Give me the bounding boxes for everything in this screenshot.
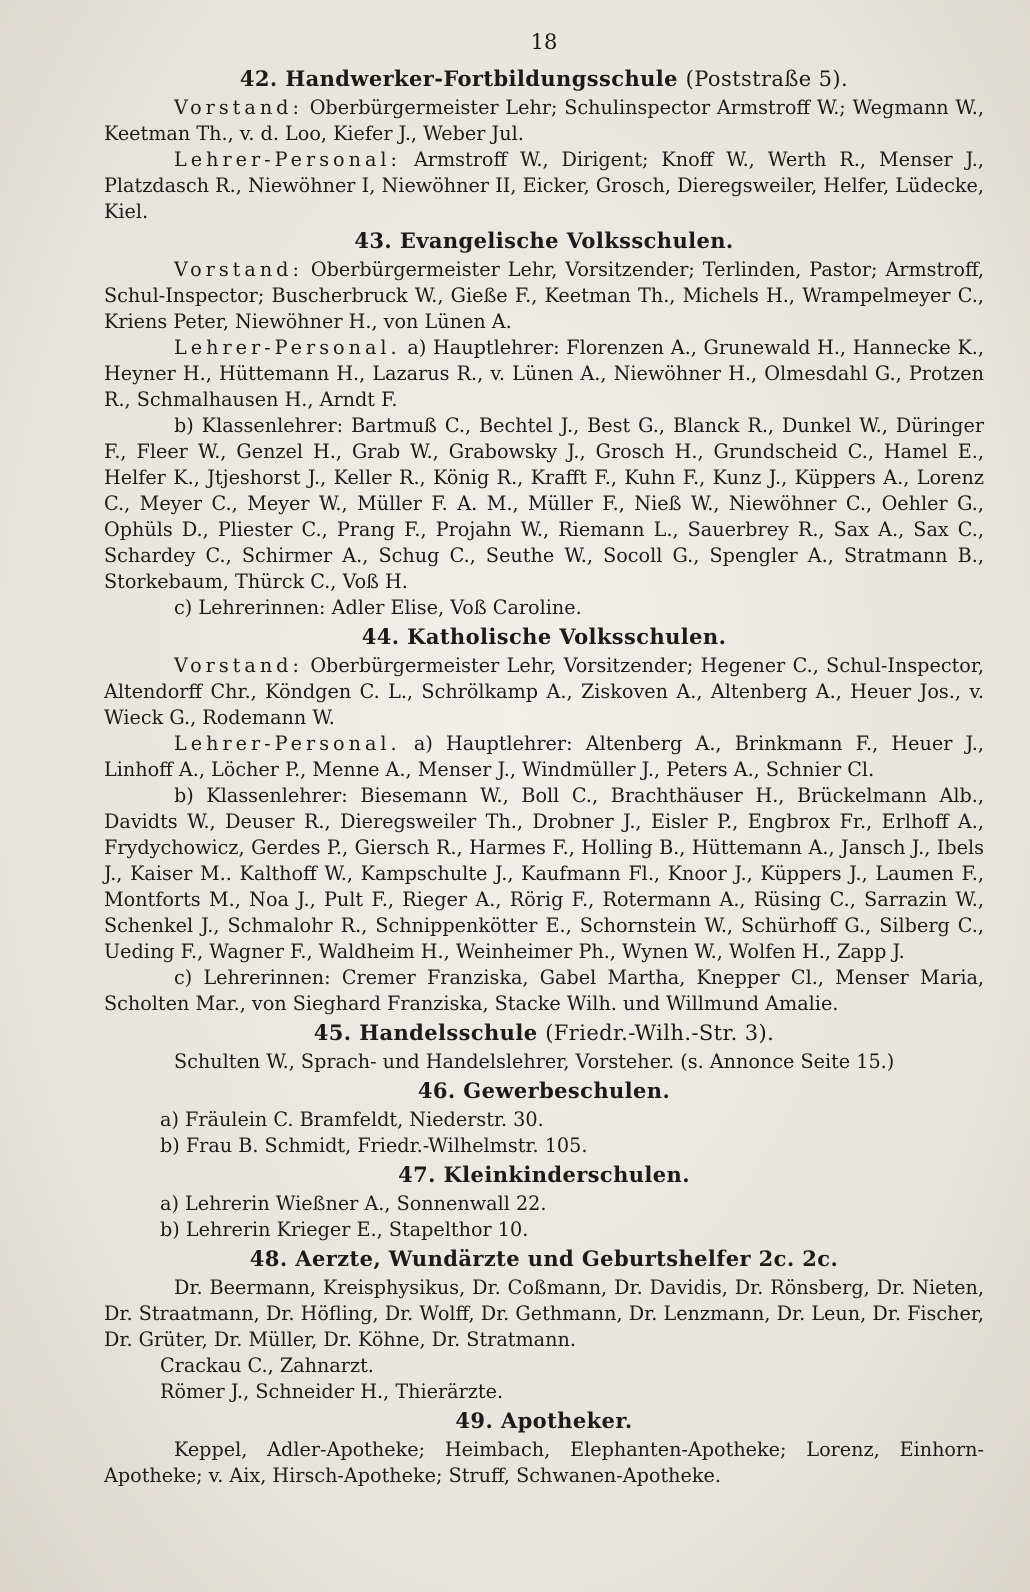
section-49-number: 49. xyxy=(455,1408,494,1433)
section-42-board xyxy=(104,95,984,147)
board-label: Vorstand: xyxy=(174,654,303,677)
section-44-staff xyxy=(104,731,984,783)
board-label: Vorstand: xyxy=(174,258,303,281)
board-label: Vorstand: xyxy=(174,96,303,119)
section-43-heading xyxy=(104,228,984,253)
section-48-title: Aerzte, Wundärzte und Geburtshelfer 2c. 2c. xyxy=(295,1246,839,1271)
section-45-title: Handelsschule xyxy=(359,1020,538,1045)
section-47-number: 47. xyxy=(398,1162,436,1187)
section-49-title: Apotheker. xyxy=(500,1408,633,1433)
page-number: 18 xyxy=(530,30,558,54)
staff-label: Lehrer-Personal. xyxy=(174,732,401,755)
staff-text: Armstroff W., Dirigent; Knoff W., Werth R., Menser J., Platzdasch R., Niewöhner I, Niewöhner II, Eicker, Grosch, Dieregsweiler, Helfer, Lüdecke, Kiel. xyxy=(104,148,984,223)
section-48-number: 48. xyxy=(249,1246,288,1271)
section-42-number: 42. xyxy=(239,66,278,91)
section-42-title: Handwerker-Fortbildungsschule xyxy=(285,66,678,91)
staff-label: Lehrer-Personal: xyxy=(174,148,402,171)
section-48-dentist: Crackau C., Zahnarzt. xyxy=(160,1354,374,1377)
section-42-heading xyxy=(104,66,984,91)
section-44-class-teachers: b) Klassenlehrer: Biesemann W., Boll C., Brachthäuser H., Brückelmann Alb., Davidts W., Deuser R., Dieregsweiler Th., Drobner J., Eisler P., Engbrox Fr., Erlhoff A., Frydychowicz, Gerdes P., Giersch R., Harmes F., Holling B., Hüttemann A., Jansch J., Ibels J., Kaiser M.. Kalthoff W., Kampschulte J., Kaufmann Fl., Knoor J., Küppers J., Laumen F., Montforts M., Noa J., Pult F., Rieger A., Rörig F., Rotermann A., Rüsing C., Sarrazin W., Schenkel J., Schmalohr R., Schnippenkötter E., Schornstein W., Schürhoff G., Silberg C., Ueding F., Wagner F., Waldheim H., Weinheimer Ph., Wynen W., Wolfen H., Zapp J. xyxy=(104,784,984,963)
section-44-number: 44. xyxy=(361,624,400,649)
board-text: Oberbürgermeister Lehr; Schulinspector Armstroff W.; Wegmann W., Keetman Th., v. d. Loo, Kiefer J., Weber Jul. xyxy=(104,96,984,145)
section-46-item-a: a) Fräulein C. Bramfeldt, Niederstr. 30. xyxy=(160,1108,544,1131)
section-49-heading xyxy=(104,1408,984,1433)
section-44-heading xyxy=(104,624,984,649)
section-43-female-teachers: c) Lehrerinnen: Adler Elise, Voß Caroline. xyxy=(174,596,582,619)
staff-text: a) Hauptlehrer: Altenberg A., Brinkmann F., Heuer J., Linhoff A., Löcher P., Menne A., Menser J., Windmüller J., Peters A., Schnier Cl. xyxy=(104,732,984,781)
staff-label: Lehrer-Personal. xyxy=(174,336,401,359)
section-42-staff xyxy=(104,147,984,225)
section-47-item-a: a) Lehrerin Wießner A., Sonnenwall 22. xyxy=(160,1192,547,1215)
section-47-item-b: b) Lehrerin Krieger E., Stapelthor 10. xyxy=(160,1218,529,1241)
section-43-number: 43. xyxy=(354,228,393,253)
section-49-pharmacies: Keppel, Adler-Apotheke; Heimbach, Elephanten-Apotheke; Lorenz, Einhorn-Apotheke; v. Aix, Hirsch-Apotheke; Struff, Schwanen-Apotheke. xyxy=(104,1438,984,1487)
section-45-number: 45. xyxy=(313,1020,352,1045)
section-48-heading xyxy=(104,1246,984,1271)
section-44-female-teachers: c) Lehrerinnen: Cremer Franziska, Gabel Martha, Knepper Cl., Menser Maria, Scholten Mar., von Sieghard Franziska, Stacke Wilh. und Willmund Amalie. xyxy=(104,966,984,1015)
section-46-item-b: b) Frau B. Schmidt, Friedr.-Wilhelmstr. 105. xyxy=(160,1134,588,1157)
section-43-title: Evangelische Volksschulen. xyxy=(399,228,734,253)
section-47-heading xyxy=(104,1162,984,1187)
section-43-class-teachers: b) Klassenlehrer: Bartmuß C., Bechtel J., Best G., Blanck R., Dunkel W., Düringer F., Fleer W., Genzel H., Grab W., Grabowsky J., Grosch H., Grundscheid C., Hamel E., Helfer K., Jtjeshorst J., Keller R., König R., Krafft F., Kuhn F., Kunz J., Küppers A., Lorenz C., Meyer C., Meyer W., Müller F. A. M., Müller F., Nieß W., Niewöhner C., Oehler G., Ophüls D., Pliester C., Prang F., Projahn W., Riemann L., Sauerbrey R., Sax A., Sax C., Schardey C., Schirmer A., Schug C., Seuthe W., Socoll G., Spengler A., Stratmann B., Storkebaum, Thürck C., Voß H. xyxy=(104,414,984,593)
section-42-note: (Poststraße 5). xyxy=(685,67,849,91)
section-44-board xyxy=(104,653,984,731)
section-45-note: (Friedr.-Wilh.-Str. 3). xyxy=(545,1021,775,1045)
section-46-number: 46. xyxy=(417,1078,456,1103)
section-46-heading xyxy=(104,1078,984,1103)
section-43-board xyxy=(104,257,984,335)
section-48-doctors: Dr. Beermann, Kreisphysikus, Dr. Coßmann, Dr. Davidis, Dr. Rönsberg, Dr. Nieten, Dr. Straatmann, Dr. Höfling, Dr. Wolff, Dr. Gethmann, Dr. Lenzmann, Dr. Leun, Dr. Fischer, Dr. Grüter, Dr. Müller, Dr. Köhne, Dr. Stratmann. xyxy=(104,1276,984,1351)
section-47-title: Kleinkinderschulen. xyxy=(443,1162,690,1187)
section-45-heading xyxy=(104,1020,984,1045)
board-text: Oberbürgermeister Lehr, Vorsitzender; Hegener C., Schul-Inspector, Altendorff Chr., Köndgen C. L., Schrölkamp A., Ziskoven A., Altenberg A., Heuer Jos., v. Wieck G., Rodemann W. xyxy=(104,654,984,729)
section-46-title: Gewerbeschulen. xyxy=(463,1078,671,1103)
section-48-veterinarians: Römer J., Schneider H., Thierärzte. xyxy=(160,1380,504,1403)
section-44-title: Katholische Volksschulen. xyxy=(407,624,727,649)
section-43-staff xyxy=(104,335,984,413)
board-text: Oberbürgermeister Lehr, Vorsitzender; Terlinden, Pastor; Armstroff, Schul-Inspector; Buscherbruck W., Gieße F., Keetman Th., Michels H., Wrampelmeyer C., Kriens Peter, Niewöhner H., von Lünen A. xyxy=(104,258,984,333)
section-45-text: Schulten W., Sprach- und Handelslehrer, Vorsteher. (s. Annonce Seite 15.) xyxy=(174,1050,895,1073)
staff-text: a) Hauptlehrer: Florenzen A., Grunewald H., Hannecke K., Heyner H., Hüttemann H., Lazarus R., v. Lünen A., Niewöhner H., Olmesdahl G., Protzen R., Schmalhausen H., Arndt F. xyxy=(104,336,984,411)
